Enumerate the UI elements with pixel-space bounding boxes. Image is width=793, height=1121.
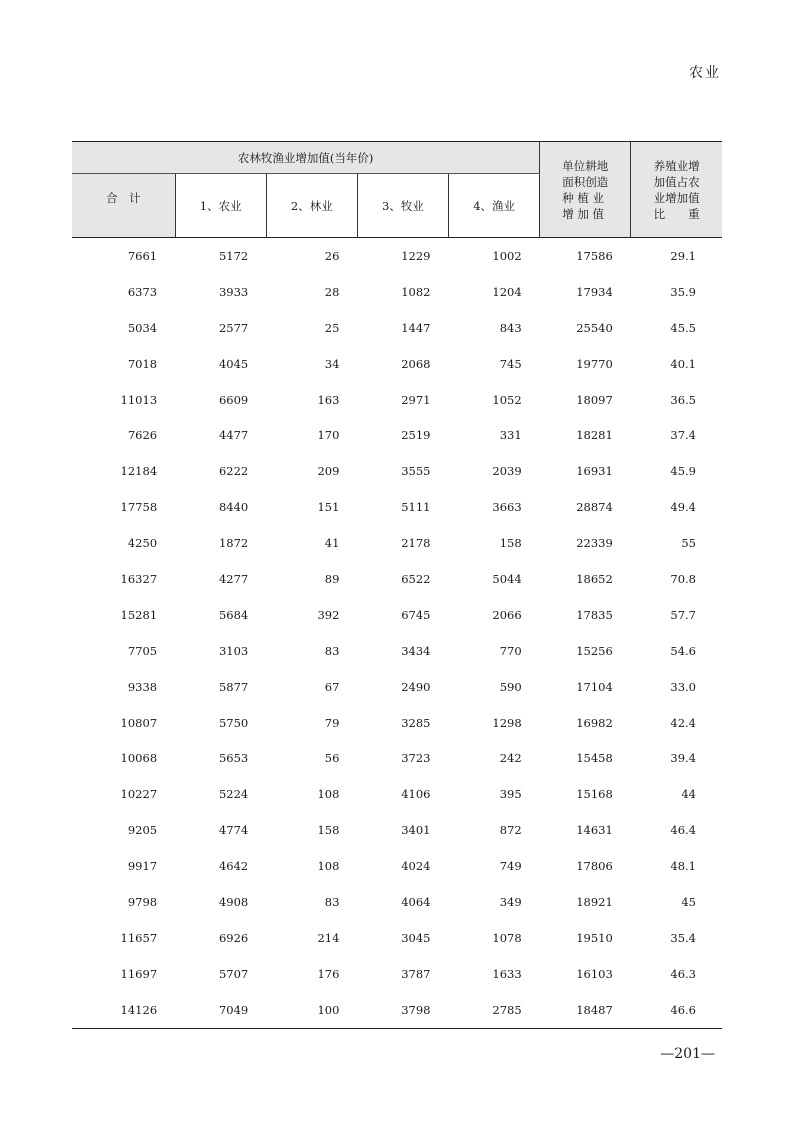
cell-fishery: 349 [499, 894, 522, 909]
cell-unit-area-value: 25540 [576, 320, 613, 335]
cell-forestry: 26 [324, 248, 340, 263]
cell-ratio: 48.1 [670, 859, 696, 874]
ratio-header-line: 业增加值 [653, 190, 700, 205]
cell-animal-husbandry: 4024 [401, 859, 431, 874]
cell-animal-husbandry: 4106 [401, 787, 431, 802]
cell-unit-area-value: 19510 [576, 930, 613, 945]
cell-agriculture: 5653 [218, 751, 249, 766]
cell-total: 7661 [127, 248, 158, 263]
cell-agriculture: 5877 [218, 679, 249, 694]
sub-header-agriculture: 1、农业 [175, 174, 266, 238]
cell-ratio: 49.4 [670, 500, 696, 515]
cell-ratio: 44 [681, 787, 696, 802]
statistics-table [72, 141, 722, 1029]
cell-total: 9798 [127, 894, 158, 909]
cell-forestry: 176 [317, 966, 340, 981]
cell-forestry: 25 [324, 320, 340, 335]
cell-animal-husbandry: 3723 [401, 751, 431, 766]
cell-unit-area-value: 15256 [576, 643, 613, 658]
cell-agriculture: 3933 [218, 284, 249, 299]
cell-fishery: 843 [499, 320, 522, 335]
cell-total: 10807 [120, 715, 158, 730]
table-row [72, 525, 722, 561]
cell-fishery: 331 [499, 428, 522, 443]
cell-forestry: 158 [317, 823, 340, 838]
table-row [72, 453, 722, 489]
cell-agriculture: 5684 [218, 607, 249, 622]
cell-animal-husbandry: 2519 [401, 428, 431, 443]
cell-fishery: 2066 [492, 607, 522, 622]
cell-fishery: 1078 [492, 930, 522, 945]
cell-total: 7705 [127, 643, 158, 658]
cell-agriculture: 4908 [218, 894, 249, 909]
cell-total: 11013 [120, 392, 158, 407]
cell-ratio: 54.6 [670, 643, 696, 658]
cell-fishery: 872 [499, 823, 522, 838]
cell-fishery: 1204 [492, 284, 522, 299]
cell-forestry: 83 [324, 894, 340, 909]
cell-fishery: 242 [499, 751, 522, 766]
table-row [72, 884, 722, 920]
cell-animal-husbandry: 6522 [401, 571, 431, 586]
cell-total: 14126 [72, 992, 175, 1028]
page-number: —201— [660, 1046, 715, 1062]
cell-ratio: 45 [681, 894, 696, 909]
cell-fishery: 1298 [492, 715, 522, 730]
cell-animal-husbandry: 3401 [401, 823, 431, 838]
cell-total: 17758 [120, 500, 158, 515]
cell-animal-husbandry: 4064 [401, 894, 431, 909]
table-row [72, 489, 722, 525]
table-row [72, 705, 722, 741]
cell-animal-husbandry: 6745 [401, 607, 431, 622]
table-header [72, 142, 722, 238]
cell-total: 10227 [120, 787, 158, 802]
cell-animal-husbandry: 3787 [401, 966, 431, 981]
table-row [72, 956, 722, 992]
table-row [72, 274, 722, 310]
cell-unit-area-value: 18281 [576, 428, 613, 443]
cell-agriculture: 5750 [218, 715, 249, 730]
total-header-label: 合 计 [106, 190, 141, 205]
group-header: 农林牧渔业增加值(当年价) [72, 142, 540, 174]
sub-header-fishery: 4、渔业 [449, 174, 540, 238]
cell-ratio: 70.8 [670, 571, 696, 586]
cell-ratio: 39.4 [670, 751, 696, 766]
cell-total: 5034 [127, 320, 158, 335]
cell-ratio: 45.9 [670, 464, 696, 479]
ratio-header [631, 142, 722, 238]
cell-unit-area-value: 16103 [576, 966, 613, 981]
cell-total: 12184 [120, 464, 158, 479]
cell-animal-husbandry: 2971 [401, 392, 431, 407]
cell-animal-husbandry: 3045 [401, 930, 431, 945]
cell-agriculture: 4477 [218, 428, 249, 443]
unit-area-header-line: 种 植 业 [562, 190, 605, 205]
cell-animal-husbandry: 1082 [401, 284, 431, 299]
cell-total: 7626 [127, 428, 158, 443]
cell-ratio: 35.9 [670, 284, 696, 299]
cell-forestry: 83 [324, 643, 340, 658]
cell-fishery: 5044 [492, 571, 522, 586]
unit-area-header-line: 增 加 值 [562, 206, 605, 221]
cell-agriculture: 5707 [218, 966, 249, 981]
cell-agriculture: 7049 [175, 992, 266, 1028]
cell-animal-husbandry: 2178 [401, 536, 431, 551]
cell-fishery: 749 [499, 859, 522, 874]
cell-unit-area-value: 16982 [576, 715, 613, 730]
table-body [72, 238, 722, 1029]
cell-animal-husbandry: 3798 [357, 992, 448, 1028]
statistics-table-container [72, 141, 722, 1029]
unit-area-header-line: 单位耕地 [562, 158, 609, 173]
cell-animal-husbandry: 2068 [401, 356, 431, 371]
cell-ratio: 37.4 [670, 428, 696, 443]
cell-fishery: 745 [499, 356, 522, 371]
cell-ratio: 36.5 [670, 392, 696, 407]
cell-unit-area-value: 28874 [576, 500, 613, 515]
cell-agriculture: 8440 [218, 500, 249, 515]
cell-unit-area-value: 22339 [576, 536, 613, 551]
cell-animal-husbandry: 5111 [401, 500, 431, 515]
cell-ratio: 57.7 [670, 607, 696, 622]
table-row [72, 310, 722, 346]
table-row [72, 561, 722, 597]
cell-unit-area-value: 15458 [576, 751, 613, 766]
cell-total: 16327 [120, 571, 158, 586]
cell-total: 7018 [127, 356, 158, 371]
cell-unit-area-value: 17586 [576, 248, 613, 263]
cell-unit-area-value: 19770 [576, 356, 613, 371]
cell-animal-husbandry: 3555 [401, 464, 431, 479]
cell-agriculture: 5172 [218, 248, 249, 263]
cell-agriculture: 3103 [218, 643, 249, 658]
cell-ratio: 46.6 [631, 992, 722, 1028]
cell-total: 4250 [127, 536, 158, 551]
cell-agriculture: 5224 [218, 787, 249, 802]
cell-fishery: 1633 [492, 966, 522, 981]
cell-unit-area-value: 17934 [576, 284, 613, 299]
cell-total: 9338 [127, 679, 158, 694]
cell-forestry: 151 [317, 500, 340, 515]
cell-agriculture: 6222 [218, 464, 249, 479]
cell-animal-husbandry: 2490 [401, 679, 431, 694]
cell-ratio: 29.1 [670, 248, 696, 263]
cell-forestry: 108 [317, 787, 340, 802]
cell-total: 11657 [120, 930, 158, 945]
cell-agriculture: 4277 [218, 571, 249, 586]
cell-total: 6373 [127, 284, 158, 299]
cell-fishery: 158 [499, 536, 522, 551]
table-row [72, 669, 722, 705]
table-row [72, 920, 722, 956]
cell-fishery: 770 [499, 643, 522, 658]
cell-unit-area-value: 17835 [576, 607, 613, 622]
cell-animal-husbandry: 1229 [401, 248, 431, 263]
cell-forestry: 67 [324, 679, 340, 694]
cell-forestry: 89 [324, 571, 340, 586]
cell-unit-area-value: 15168 [576, 787, 613, 802]
table-row [72, 992, 722, 1028]
cell-forestry: 28 [324, 284, 340, 299]
cell-forestry: 214 [317, 930, 340, 945]
cell-ratio: 46.4 [670, 823, 696, 838]
cell-agriculture: 4642 [218, 859, 249, 874]
cell-ratio: 55 [681, 536, 696, 551]
unit-area-header-line: 面积创造 [562, 174, 609, 189]
cell-unit-area-value: 18652 [576, 571, 613, 586]
cell-unit-area-value: 16931 [576, 464, 613, 479]
cell-unit-area-value: 18487 [540, 992, 631, 1028]
cell-fishery: 1052 [492, 392, 522, 407]
table-row [72, 848, 722, 884]
cell-fishery: 395 [499, 787, 522, 802]
cell-fishery: 1002 [492, 248, 522, 263]
total-header [72, 174, 175, 238]
table-row [72, 776, 722, 812]
cell-agriculture: 4045 [218, 356, 249, 371]
cell-forestry: 108 [317, 859, 340, 874]
table-row [72, 812, 722, 848]
cell-fishery: 2039 [492, 464, 522, 479]
cell-ratio: 35.4 [670, 930, 696, 945]
cell-ratio: 45.5 [670, 320, 696, 335]
unit-area-header [540, 142, 631, 238]
cell-forestry: 163 [317, 392, 340, 407]
ratio-header-line: 加值占农 [653, 174, 700, 189]
table-row [72, 597, 722, 633]
cell-ratio: 46.3 [670, 966, 696, 981]
sub-header-forestry: 2、林业 [266, 174, 357, 238]
cell-ratio: 33.0 [670, 679, 696, 694]
section-title: 农业 [689, 65, 721, 81]
table-row [72, 238, 722, 274]
cell-total: 9917 [127, 859, 158, 874]
cell-total: 10068 [120, 751, 158, 766]
cell-ratio: 42.4 [670, 715, 696, 730]
cell-unit-area-value: 18921 [576, 894, 613, 909]
ratio-header-line: 养殖业增 [653, 158, 700, 173]
cell-fishery: 2785 [449, 992, 540, 1028]
sub-header-animal-husbandry: 3、牧业 [357, 174, 448, 238]
cell-unit-area-value: 17104 [576, 679, 613, 694]
cell-forestry: 392 [317, 607, 340, 622]
cell-animal-husbandry: 1447 [401, 320, 431, 335]
cell-total: 9205 [127, 823, 158, 838]
cell-agriculture: 1872 [218, 536, 249, 551]
cell-forestry: 100 [266, 992, 357, 1028]
ratio-header-line: 比 重 [653, 206, 700, 221]
table-row [72, 633, 722, 669]
table-row [72, 740, 722, 776]
table-row [72, 417, 722, 453]
cell-unit-area-value: 18097 [576, 392, 613, 407]
cell-agriculture: 6926 [218, 930, 249, 945]
cell-forestry: 41 [324, 536, 340, 551]
cell-forestry: 209 [317, 464, 340, 479]
cell-agriculture: 2577 [218, 320, 249, 335]
cell-animal-husbandry: 3285 [401, 715, 431, 730]
cell-agriculture: 4774 [218, 823, 249, 838]
cell-total: 15281 [120, 607, 158, 622]
cell-agriculture: 6609 [218, 392, 249, 407]
cell-total: 11697 [120, 966, 158, 981]
cell-forestry: 34 [324, 356, 340, 371]
cell-unit-area-value: 14631 [576, 823, 613, 838]
cell-ratio: 40.1 [670, 356, 696, 371]
cell-animal-husbandry: 3434 [401, 643, 431, 658]
cell-forestry: 170 [317, 428, 340, 443]
table-row [72, 382, 722, 418]
cell-fishery: 590 [499, 679, 522, 694]
cell-forestry: 79 [324, 715, 340, 730]
cell-fishery: 3663 [492, 500, 522, 515]
cell-forestry: 56 [324, 751, 340, 766]
table-row [72, 346, 722, 382]
cell-unit-area-value: 17806 [576, 859, 613, 874]
